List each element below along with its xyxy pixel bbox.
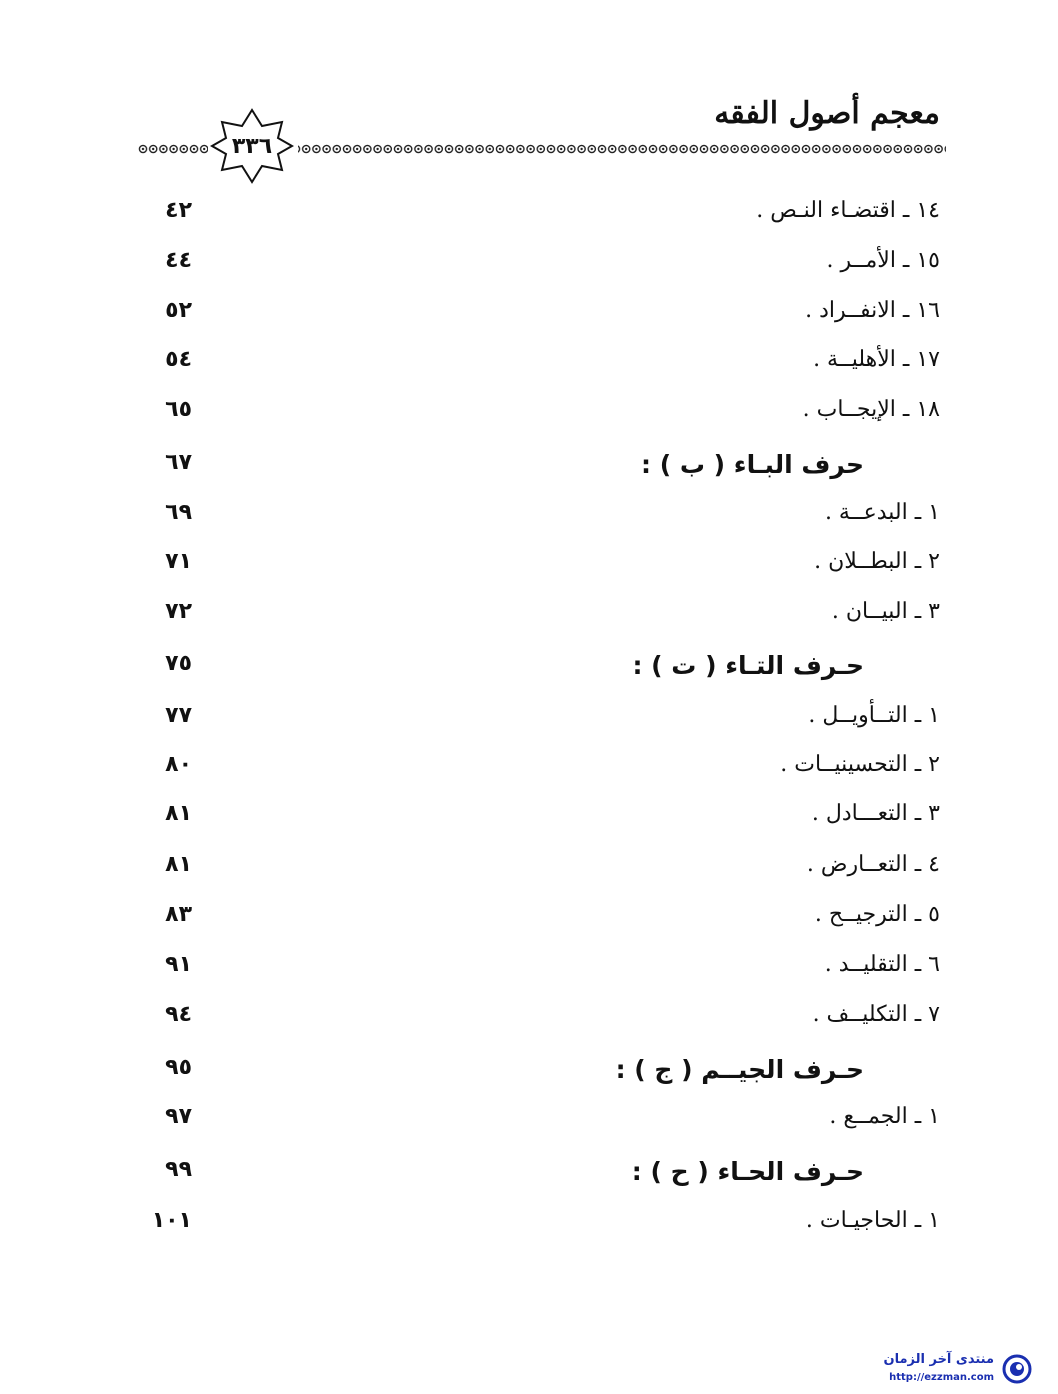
index-entry bbox=[140, 952, 940, 992]
entry-page-number: ٨١ bbox=[165, 801, 192, 826]
watermark bbox=[818, 1350, 1038, 1390]
index-entry bbox=[140, 852, 940, 892]
index-entry bbox=[140, 500, 940, 540]
section-heading bbox=[140, 1055, 940, 1095]
entry-label: ٥ ـ الترجيــح . bbox=[814, 902, 940, 927]
entry-page-number: ١٠١ bbox=[151, 1208, 192, 1233]
index-entry bbox=[140, 599, 940, 639]
entry-label: ١ ـ البدعــة . bbox=[824, 500, 940, 525]
index-entry bbox=[140, 298, 940, 338]
page-number: ٣٣٦ bbox=[231, 133, 273, 159]
section-heading-label: حرف البـاء ( ب ) : bbox=[641, 450, 864, 479]
section-heading-label: حـرف الحـاء ( ح ) : bbox=[631, 1157, 864, 1186]
entry-page-number: ٦٥ bbox=[165, 397, 192, 422]
entry-page-number: ٧١ bbox=[165, 549, 192, 574]
entry-label: ١ ـ الجمــع . bbox=[829, 1104, 940, 1129]
page-title: معجم أصول الفقه bbox=[714, 96, 940, 131]
index-entry bbox=[140, 198, 940, 238]
entry-label: ١٧ ـ الأهليــة . bbox=[813, 347, 940, 372]
section-heading-label: حـرف التـاء ( ت ) : bbox=[632, 651, 864, 680]
entry-page-number: ٩١ bbox=[165, 952, 192, 977]
index-entry bbox=[140, 549, 940, 589]
index-entry bbox=[140, 248, 940, 288]
entry-page-number: ٤٤ bbox=[165, 248, 192, 273]
entry-label: ١٨ ـ الإيجــاب . bbox=[802, 397, 940, 422]
entry-label: ١٤ ـ اقتضـاء النـص . bbox=[756, 198, 940, 223]
entry-label: ٦ ـ التقليــد . bbox=[824, 952, 940, 977]
entry-label: ٣ ـ البيــان . bbox=[831, 599, 940, 624]
index-entry bbox=[140, 347, 940, 387]
section-heading bbox=[140, 450, 940, 490]
entry-page-number: ٨٣ bbox=[165, 902, 192, 927]
index-entry bbox=[140, 397, 940, 437]
entry-page-number: ٥٤ bbox=[165, 347, 192, 372]
forum-logo-icon bbox=[1002, 1354, 1032, 1384]
index-entry bbox=[140, 902, 940, 942]
index-entry bbox=[140, 1002, 940, 1042]
entry-page-number: ٧٢ bbox=[165, 599, 192, 624]
entry-page-number: ٩٧ bbox=[165, 1104, 192, 1129]
entry-label: ٤ ـ التعــارض . bbox=[806, 852, 940, 877]
entry-page-number: ٦٩ bbox=[165, 500, 192, 525]
section-heading bbox=[140, 1157, 940, 1197]
watermark-name: منتدى آخر الزمان bbox=[883, 1352, 994, 1367]
entry-label: ١ ـ الحاجيـات . bbox=[805, 1208, 940, 1233]
index-entry bbox=[140, 1208, 940, 1248]
entry-label: ٢ ـ التحسينيــات . bbox=[780, 752, 940, 777]
index-entry bbox=[140, 1104, 940, 1144]
entry-label: ١ ـ التــأويــل . bbox=[808, 703, 940, 728]
index-entry bbox=[140, 703, 940, 743]
section-heading-label: حـرف الجيــم ( ج ) : bbox=[615, 1055, 864, 1084]
entry-page-number: ٨١ bbox=[165, 852, 192, 877]
watermark-url: http://ezzman.com bbox=[889, 1372, 994, 1383]
entry-label: ٧ ـ التكليــف . bbox=[812, 1002, 940, 1027]
entry-page-number: ٩٥ bbox=[165, 1055, 192, 1080]
entry-page-number: ٧٧ bbox=[165, 703, 192, 728]
entry-page-number: ٥٢ bbox=[165, 298, 192, 323]
entry-page-number: ٩٩ bbox=[165, 1157, 192, 1182]
section-heading bbox=[140, 651, 940, 691]
entry-page-number: ٦٧ bbox=[165, 450, 192, 475]
entry-label: ٢ ـ البطــلان . bbox=[814, 549, 940, 574]
index-entry bbox=[140, 752, 940, 792]
entry-label: ٣ ـ التعـــادل . bbox=[811, 801, 940, 826]
index-entry bbox=[140, 801, 940, 841]
entry-page-number: ٧٥ bbox=[165, 651, 192, 676]
entry-page-number: ٩٤ bbox=[165, 1002, 192, 1027]
entry-page-number: ٨٠ bbox=[165, 752, 192, 777]
entry-label: ١٥ ـ الأمــر . bbox=[826, 248, 940, 273]
entry-label: ١٦ ـ الانفــراد . bbox=[805, 298, 940, 323]
entry-page-number: ٤٢ bbox=[165, 198, 192, 223]
